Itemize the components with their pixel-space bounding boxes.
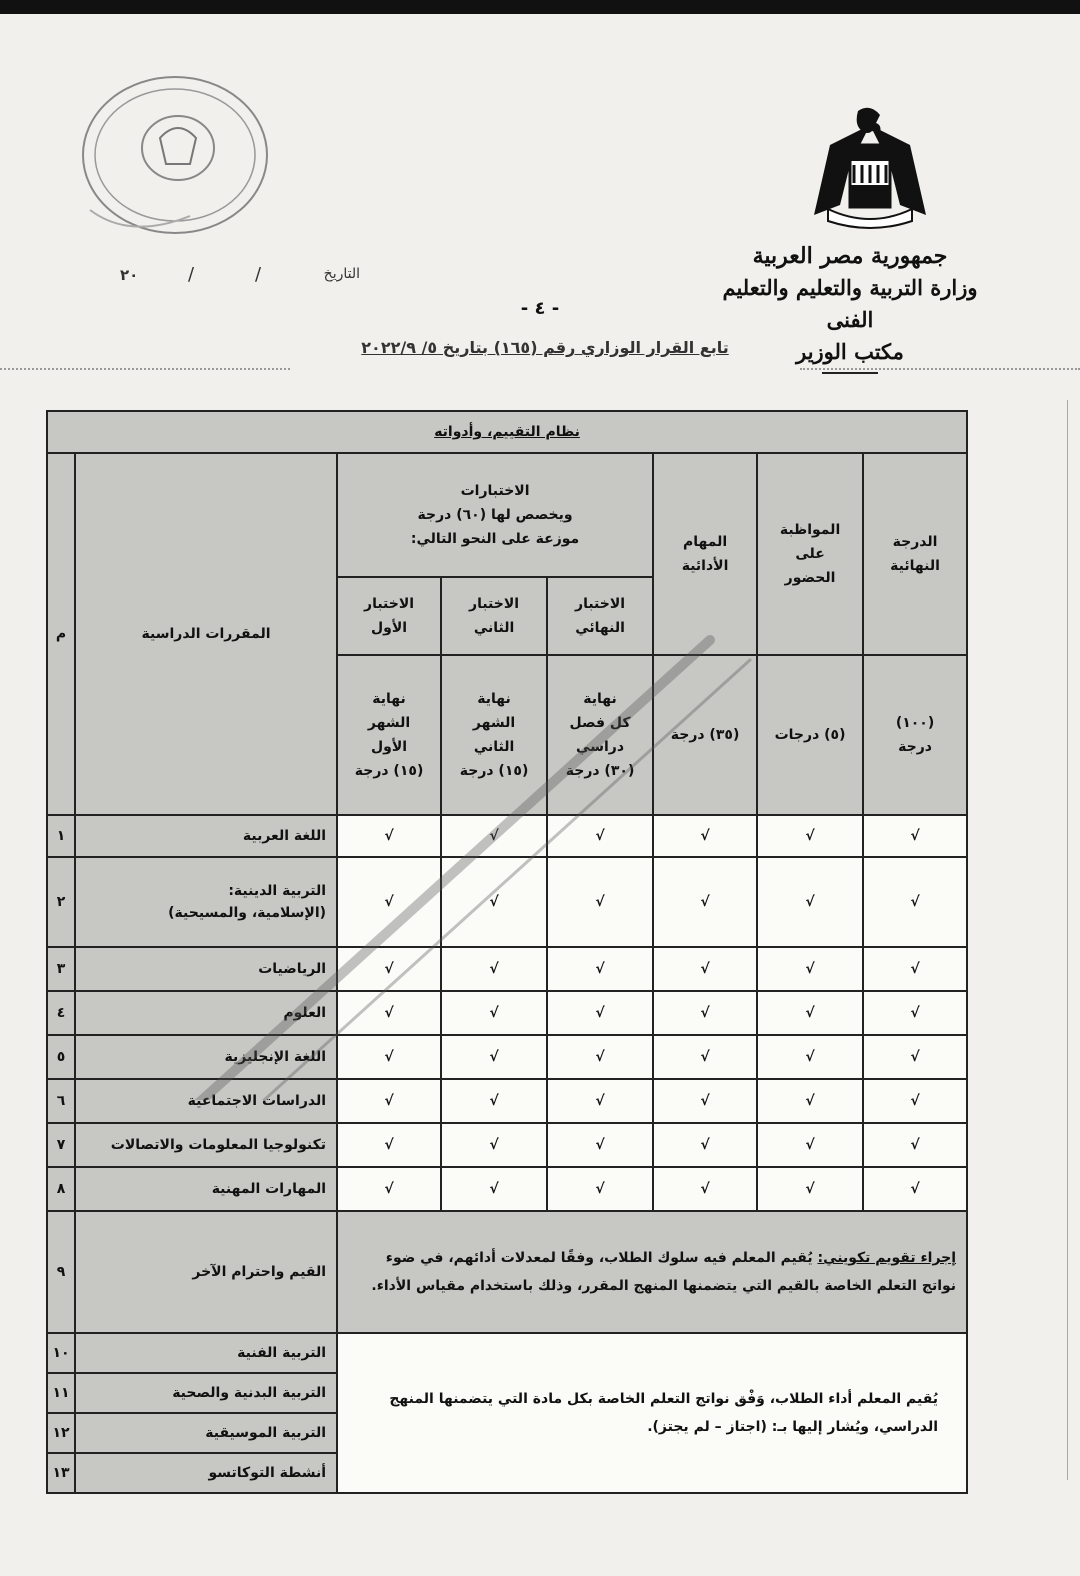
row-number: ١ <box>47 815 75 857</box>
table-row <box>47 1211 967 1333</box>
subject-name: اللغة العربية <box>75 815 337 857</box>
check-mark: √ <box>337 857 441 947</box>
performance-tasks-header: المهام الأدائية <box>653 453 757 655</box>
subject-name: التربية الفنية <box>75 1333 337 1373</box>
subject-name: الدراسات الاجتماعية <box>75 1079 337 1123</box>
exam3-header: الاختبار النهائي <box>547 577 653 655</box>
subject-name: التربية البدنية والصحية <box>75 1373 337 1413</box>
page-number: - ٤ - <box>520 298 560 319</box>
exam1-timing: نهاية الشهر الأول (١٥) درجة <box>337 655 441 815</box>
check-mark: √ <box>441 991 547 1035</box>
check-mark: √ <box>653 1123 757 1167</box>
check-mark: √ <box>863 991 967 1035</box>
check-mark: √ <box>653 1167 757 1211</box>
check-mark: √ <box>547 857 653 947</box>
row-number: ١١ <box>47 1373 75 1413</box>
exam2-header: الاختبار الثاني <box>441 577 547 655</box>
table-row <box>47 815 967 857</box>
check-mark: √ <box>441 1079 547 1123</box>
check-mark: √ <box>441 1123 547 1167</box>
exam2-timing: نهاية الشهر الثاني (١٥) درجة <box>441 655 547 815</box>
table-row <box>47 1035 967 1079</box>
subject-name: المهارات المهنية <box>75 1167 337 1211</box>
date-year: ٢٠ <box>120 266 139 284</box>
exam1-header: الاختبار الأول <box>337 577 441 655</box>
index-header: م <box>47 453 75 815</box>
check-mark: √ <box>547 947 653 991</box>
check-mark: √ <box>547 1079 653 1123</box>
check-mark: √ <box>757 857 863 947</box>
decree-reference: تابع القرار الوزاري رقم (١٦٥) بتاريخ ٥/ ٢٠٢٢/٩ <box>361 338 729 357</box>
final-grade-header: الدرجة النهائية <box>863 453 967 655</box>
table-row <box>47 1079 967 1123</box>
check-mark: √ <box>757 1167 863 1211</box>
subject-name: اللغة الإنجليزية <box>75 1035 337 1079</box>
dotted-divider <box>0 368 290 372</box>
check-mark: √ <box>863 857 967 947</box>
subject-name: التربية الدينية: (الإسلامية، والمسيحية) <box>75 857 337 947</box>
check-mark: √ <box>547 1167 653 1211</box>
row-number: ٨ <box>47 1167 75 1211</box>
table-row <box>47 947 967 991</box>
exam3-timing: نهاية كل فصل دراسي (٣٠) درجة <box>547 655 653 815</box>
check-mark: √ <box>653 947 757 991</box>
check-mark: √ <box>653 1079 757 1123</box>
official-stamp <box>50 60 290 240</box>
attendance-header: المواظبة على الحضور <box>757 453 863 655</box>
check-mark: √ <box>863 947 967 991</box>
check-mark: √ <box>757 1079 863 1123</box>
table-row <box>47 1333 967 1373</box>
date-separator: / <box>255 264 262 285</box>
subject-name: تكنولوجيا المعلومات والاتصالات <box>75 1123 337 1167</box>
check-mark: √ <box>547 1123 653 1167</box>
subjects-header: المقررات الدراسية <box>75 453 337 815</box>
row-number: ٤ <box>47 991 75 1035</box>
check-mark: √ <box>337 947 441 991</box>
check-mark: √ <box>441 947 547 991</box>
table-row <box>47 857 967 947</box>
check-mark: √ <box>757 1123 863 1167</box>
check-mark: √ <box>653 857 757 947</box>
table-row <box>47 1167 967 1211</box>
formative-assessment-text <box>337 1211 967 1333</box>
row-number: ١٠ <box>47 1333 75 1373</box>
check-mark: √ <box>757 1035 863 1079</box>
subject-name: العلوم <box>75 991 337 1035</box>
row-number: ٣ <box>47 947 75 991</box>
check-mark: √ <box>757 947 863 991</box>
row-number: ٢ <box>47 857 75 947</box>
row-number: ٩ <box>47 1211 75 1333</box>
ministry-name: وزارة التربية والتعليم والتعليم الفنى <box>722 275 978 332</box>
check-mark: √ <box>337 1079 441 1123</box>
subject-name: القيم واحترام الآخر <box>75 1211 337 1333</box>
assessment-table <box>46 410 968 1494</box>
check-mark: √ <box>863 815 967 857</box>
check-mark: √ <box>547 1035 653 1079</box>
office-name: مكتب الوزير <box>796 339 904 364</box>
check-mark: √ <box>337 991 441 1035</box>
subject-name: أنشطة التوكاتسو <box>75 1453 337 1493</box>
row-number: ٧ <box>47 1123 75 1167</box>
top-dark-edge <box>0 0 1080 14</box>
check-mark: √ <box>547 815 653 857</box>
table-row <box>47 1123 967 1167</box>
check-mark: √ <box>337 815 441 857</box>
row-number: ٦ <box>47 1079 75 1123</box>
date-separator: / <box>188 264 195 285</box>
row-number: ٥ <box>47 1035 75 1079</box>
exams-header: الاختبارات ويخصص لها (٦٠) درجة موزعة على النحو التالي: <box>337 453 653 577</box>
check-mark: √ <box>337 1123 441 1167</box>
check-mark: √ <box>757 991 863 1035</box>
final-grade-points: (١٠٠) درجة <box>863 655 967 815</box>
row-number: ١٢ <box>47 1413 75 1453</box>
pass-fail-text: يُقيم المعلم أداء الطلاب، وَفْق نواتج التعلم الخاصة بكل مادة التي يتضمنها المنهج الدراسي، ويُشار إليها بـ: (اجتاز – لم يجتز). <box>337 1333 967 1493</box>
check-mark: √ <box>653 991 757 1035</box>
check-mark: √ <box>863 1123 967 1167</box>
check-mark: √ <box>441 815 547 857</box>
subject-name: التربية الموسيقية <box>75 1413 337 1453</box>
letterhead-rule <box>822 372 878 374</box>
check-mark: √ <box>441 857 547 947</box>
formative-label: إجراء تقويم تكويني: <box>817 1250 957 1266</box>
date-field <box>110 266 360 296</box>
scan-edge-line <box>1067 400 1068 1480</box>
check-mark: √ <box>653 815 757 857</box>
check-mark: √ <box>337 1035 441 1079</box>
dotted-divider <box>800 368 1080 372</box>
check-mark: √ <box>441 1167 547 1211</box>
check-mark: √ <box>653 1035 757 1079</box>
tasks-points: (٣٥) درجة <box>653 655 757 815</box>
check-mark: √ <box>863 1035 967 1079</box>
attendance-points: (٥) درجات <box>757 655 863 815</box>
check-mark: √ <box>863 1167 967 1211</box>
subject-name: الرياضيات <box>75 947 337 991</box>
table-row <box>47 991 967 1035</box>
date-label: التاريخ <box>323 266 360 282</box>
egypt-eagle-emblem <box>800 105 940 230</box>
country-name: جمهورية مصر العربية <box>752 243 948 269</box>
check-mark: √ <box>863 1079 967 1123</box>
formative-description: يُقيم المعلم فيه سلوك الطلاب، وفقًا لمعدلات أدائهم، في ضوء نواتج التعلم الخاصة بالقيم التي يتضمنها المنهج المقرر، وذلك باستخدام مقياس الأداء. <box>371 1250 957 1294</box>
check-mark: √ <box>757 815 863 857</box>
check-mark: √ <box>337 1167 441 1211</box>
check-mark: √ <box>547 991 653 1035</box>
table-title: نظام التقييم، وأدواته <box>47 411 967 453</box>
check-mark: √ <box>441 1035 547 1079</box>
row-number: ١٣ <box>47 1453 75 1493</box>
